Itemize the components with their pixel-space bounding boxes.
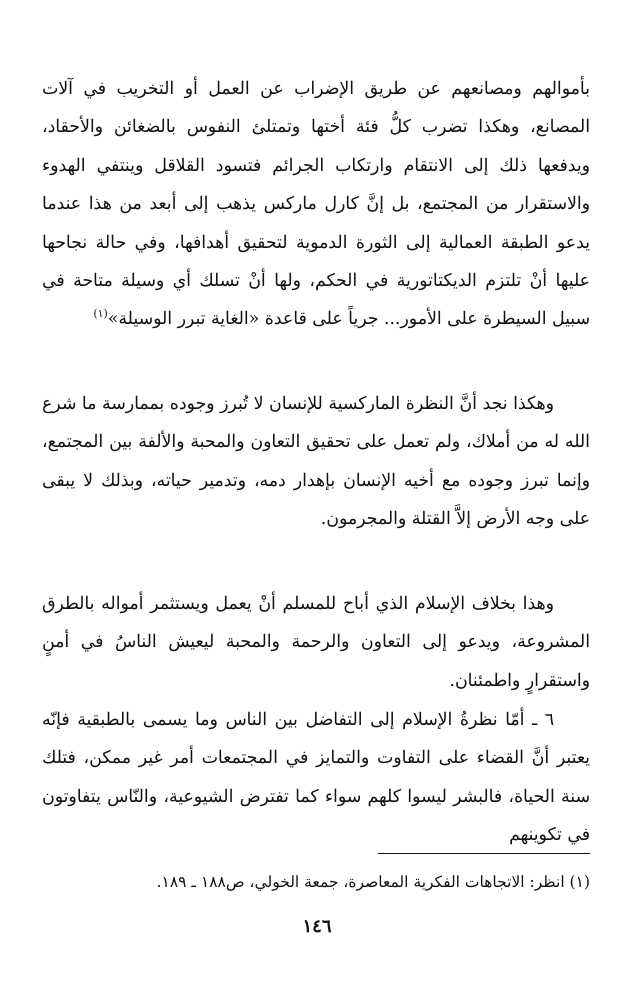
- paragraph-4-text: ٦ ـ أمّا نظرةُ الإسلام إلى التفاضل بين الناس وما يسمى بالطبقية فإنّه يعتبر أنَّ القضاء على التفاوت والتمايز في المجتمعات أمر غير ممكن، فتلك سنة الحياة، فالبشر ليسوا كلهم سواء كما تفترض الشيوعية، والنّاس يتفاوتون في تكوينهم: [42, 710, 590, 846]
- paragraph-1: [42, 70, 590, 339]
- paragraph-1-text: بأموالهم ومصانعهم عن طريق الإضراب عن العمل أو التخريب في آلات المصانع، وهكذا تضرب كلُّ فئة أختها وتمتلئ النفوس بالضغائن والأحقاد، ويدفعها ذلك إلى الانتقام وارتكاب الجرائم فتسود القلاقل وينتفي الهدوء والاستقرار من المجتمع، بل إنَّ كارل ماركس يذهب إلى أبعد من هذا عندما يدعو الطبقة العمالية إلى الثورة الدموية لتحقيق أهدافها، وفي حالة نجاحها عليها أنْ تلتزم الديكتاتورية في الحكم، ولها أنْ تسلك أي وسيلة متاحة في سبيل السيطرة على الأمور... جرياً على قاعدة «الغاية تبرر الوسيلة»: [42, 79, 590, 330]
- paragraph-4: [42, 701, 590, 855]
- paragraph-3: [42, 585, 590, 700]
- paragraph-2-text: وهكذا نجد أنَّ النظرة الماركسية للإنسان لا تُبرز وجوده بممارسة ما شرع الله له من أملاك، ولم تعمل على تحقيق التعاون والمحبة والألفة بين المجتمع، وإنما تبرز وجوده مع أخيه الإنسان بإهدار دمه، وتدمير حياته، وبذلك لا يبقى على وجه الأرض إلاَّ القتلة والمجرمون.: [42, 394, 590, 530]
- paragraph-2: [42, 385, 590, 539]
- footnote: (١) انظر: الاتجاهات الفكرية المعاصرة، جمعة الخولي، ص١٨٨ ـ ١٨٩.: [156, 873, 590, 891]
- page-number: ١٤٦: [302, 916, 332, 937]
- footnote-separator: [378, 853, 590, 854]
- paragraph-3-text: وهذا بخلاف الإسلام الذي أباح للمسلم أنْ يعمل ويستثمر أمواله بالطرق المشروعة، ويدعو إلى التعاون والرحمة والمحبة ليعيش الناسُ في أمنٍ واستقرارٍ واطمئنان.: [42, 594, 590, 691]
- footnote-reference: (١): [93, 307, 108, 321]
